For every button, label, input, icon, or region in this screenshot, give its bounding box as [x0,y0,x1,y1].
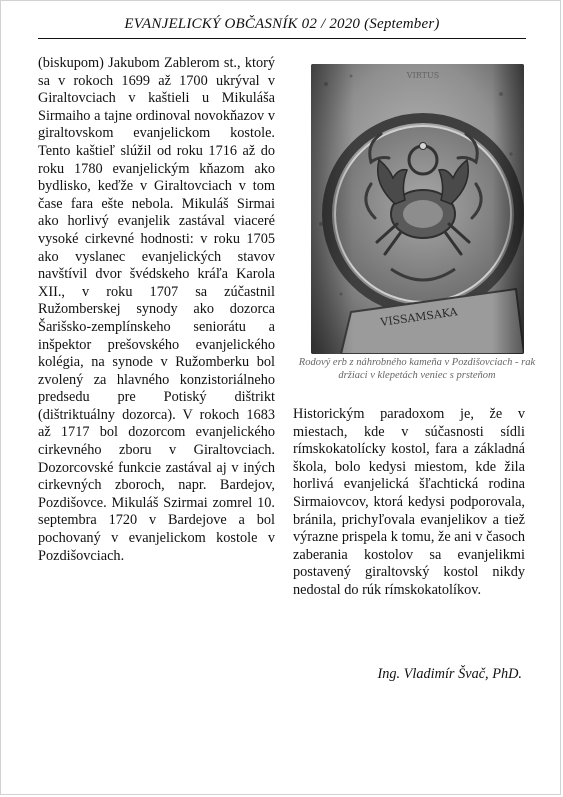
right-article-text: Historickým paradoxom je, že v miestach, kde v súčasnosti sídli rímskokatolícky kostol, fara a základná škola, bolo kedysi miestom, kde žila horlivá evanjelická šľachtická rodina Sirmaiovcov, ktorá kedysi podporovala, bránila, prichyľovala evanjelikov a tiež výrazne prispela k tomu, že ani v časoch zaberania kostolov sa evanjelikmi postavený giraltovský kostol nikdy nedostal do rúk rímskokatolíkov. [293,406,525,598]
right-column [293,406,525,600]
left-article-text: (biskupom) Jakubom Zablerom st., ktorý sa v rokoch 1699 až 1700 ukrýval v Giraltovciach v kaštieli u Mikuláša Sirmaiho a tajne ordinoval novokňazov v giraltovskom evanjelickom kostole. Tento kaštieľ slúžil od roku 1716 až do roku 1780 evanjelickým kňazom ako bydlisko, keďže v Giraltovciach v tom čase fara ešte nebola. Mikuláš Sirmai ako horlivý evanjelik zastával viaceré vysoké cirkevné hodnosti: v roku 1705 ako vyslanec evanjelických stavov navštívil dvor švédskeho kráľa Karola XII., v roku 1707 sa zúčastnil Ružomberskej synody ako dozorca Šarišsko-zemplínskeho seniorátu a inšpektor prešovského evanjelického kolégia, na synode v Ružomberku bol zvolený za hlavného konzistoriálneho predsedu pre Potiský dištrikt (dištriktuálny dozorca). V rokoch 1683 až 1717 bol dozorcom evanjelického cirkevného zboru v Giraltovciach. Dozorcovské funkcie zastával aj v iných cirkevných zboroch, napr. Bardejov, Pozdišovce. Mikuláš Szirmai zomrel 10. septembra 1720 v Bardejove a bol pochovaný v evanjelickom kostole v Pozdišovciach. [38,55,275,564]
header-rule [38,38,526,39]
author-signature: Ing. Vladimír Švač, PhD. [377,666,522,682]
coat-of-arms-photo [311,64,524,354]
left-column [38,55,275,565]
page-header: EVANJELICKÝ OBČASNÍK 02 / 2020 (September) [124,16,440,32]
figure-caption: Rodový erb z náhrobného kameňa v Pozdišovciach - rak držiaci v klepetách veniec s prsteňom [298,357,536,381]
tombstone-image [311,64,524,354]
